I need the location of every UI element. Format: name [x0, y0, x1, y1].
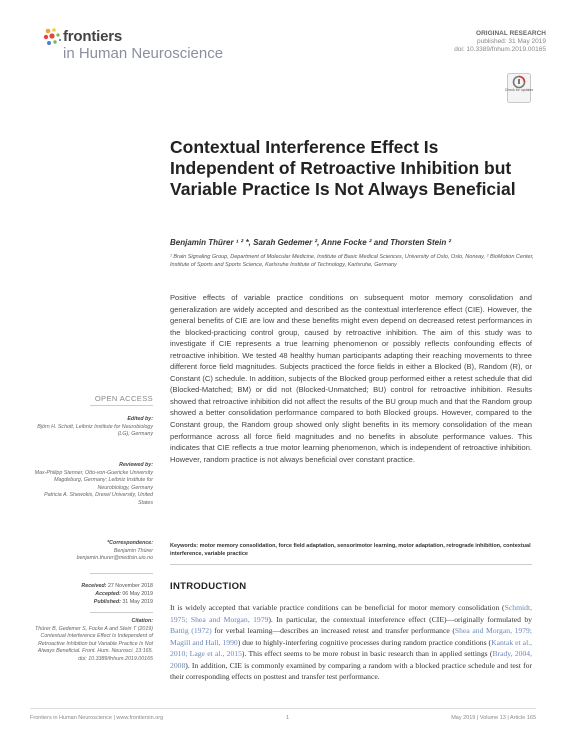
edited-by-label: Edited by: [127, 416, 153, 422]
section-heading-introduction: INTRODUCTION [170, 581, 247, 592]
body-text: ). In addition, CIE is commonly examined by comparing a random with a blocked practice schedule and test for their corresponding effects on posttest and transfer test performance. [170, 660, 532, 681]
brand-name: frontiers [63, 28, 123, 45]
correspondence-info [30, 540, 153, 563]
footer-journal[interactable]: Frontiers in Human Neuroscience | www.frontiersin.org [30, 715, 164, 721]
check-for-updates-label: Check for updates [504, 88, 534, 92]
sidebar-divider [90, 405, 153, 406]
introduction-text [170, 602, 532, 683]
published-date-sidebar: 31 May 2019 [122, 599, 153, 606]
received-date: 27 November 2018 [107, 583, 153, 589]
sidebar-divider [90, 612, 153, 613]
open-access-label: OPEN ACCESS [94, 394, 153, 403]
citation-link[interactable]: Shea and Morgan, 1979; Magill and Hall, 1990 [170, 626, 532, 647]
keywords: Keywords: motor memory consolidation, force field adaptation, sensorimotor learning, motor adaptation, retrograde inhibition, contextual interference, variable practice [170, 543, 531, 557]
editor-name: Björn H. Schott, Leibniz Institute for Neurobiology (LG), Germany [37, 423, 153, 438]
citation-link[interactable]: Schmidt, 1975; Shea and Morgan, 1979 [170, 603, 532, 624]
body-text: ). In particular, the contextual interference effect (CIE)—originally formulated by [268, 614, 532, 624]
citation-link[interactable]: Battig (1972) [170, 626, 212, 635]
correspondent-name: Benjamin Thürer [113, 547, 153, 554]
citation-link[interactable]: Brady, 2004, 2008 [170, 649, 533, 670]
correspondent-email[interactable]: benjamin.thurer@medisin.uio.no [76, 555, 153, 562]
published-label: Published: [93, 599, 121, 606]
accepted-label: Accepted: [95, 591, 121, 598]
footer-volume: May 2019 | Volume 13 | Article 165 [451, 715, 536, 721]
frontiers-logo-icon [42, 26, 64, 48]
sidebar-divider [90, 573, 153, 574]
body-text: ). This effect seems to be more robust in basic research than in applied settings ( [241, 649, 493, 658]
reviewed-by-label: Reviewed by: [119, 462, 153, 468]
article-meta [454, 30, 546, 54]
article-type: ORIGINAL RESEARCH [476, 30, 546, 37]
editor-info [30, 416, 153, 439]
reviewer-1: Max-Philipp Stenner, Otto-von-Guericke University Magdeburg, Germany; Leibniz Institute for Neurobiology, Germany [34, 469, 153, 491]
body-text: for verbal learning—describes an increased retest and transfer performance ( [211, 626, 455, 635]
published-date: published: 31 May 2019 [476, 38, 546, 45]
abstract: Positive effects of variable practice conditions on subsequent motor memory consolidation and generalization are widely accepted and described as the contextual interference effect (CIE). However, the general benefits of CIE are low and these benefits might even depend on decreased retest performances in the blocked-practicing control group, caused by retroactive inhibition. The aim of this study was to investigate if CIE represents a true learning phenomenon or possibly reflects confounding effects of retroactive inhibition. We tested 48 healthy human participants adapting their reaching movements to three different force field magnitudes. Subjects practiced the force fields in either a Blocked (B), Random (R), or Constant (C) schedule. In addition, subjects of the Blocked group performed either a retest schedule that did (Blocked-Matched; BM) or did not (Blocked-Unmatched; BU) control for retroactive inhibition. Results showed that retroactive inhibition did not affect the results of the BU group much and that the Random group showed a better consolidation performance compared to both Blocked groups. However, compared to the Constant group, the Random group showed only slight benefits in its memory consolidation of the mean performance across all force field magnitudes and no benefits in absolute performance values. This indicates that CIE reflects a true motor learning phenomenon, which is independent of retroactive inhibition. However, random practice is not always beneficial over constant practice. [170, 293, 532, 464]
body-text: ) due to highly-interfering cognitive processes during random practice conditions ( [237, 637, 492, 647]
article-dates [30, 582, 153, 607]
article-title: Contextual Interference Effect Is Independent of Retroactive Inhibition but Variable Practice Is Not Always Beneficial [170, 137, 516, 199]
reviewer-2: Patricia A. Shewokis, Drexel University, United States [44, 492, 153, 506]
author-list: Benjamin Thürer ¹ ² *, Sarah Gedemer ², Anne Focke ² and Thorsten Stein ² [170, 238, 452, 247]
citation-link[interactable]: Kantak et al., 2010; Lage et al., 2015 [170, 637, 533, 658]
divider [170, 564, 532, 565]
received-label: Received: [81, 583, 107, 589]
correspondence-label: *Correspondence: [107, 540, 153, 546]
affiliations: ¹ Brain Signaling Group, Department of Molecular Medicine, Institute of Basic Medical Sciences, University of Oslo, Oslo, Norway, ² BioMotion Center, Institute of Sports and Sports Science, Karlsruhe Institute of Technology, Karlsruhe, Germany [170, 254, 534, 268]
footer-divider [30, 708, 536, 709]
doi-link[interactable]: doi: 10.3389/fnhum.2019.00165 [454, 46, 546, 53]
journal-name: in Human Neuroscience [63, 45, 224, 62]
citation-info [30, 618, 153, 664]
reviewer-info [30, 462, 153, 508]
citation-label: Citation: [131, 618, 153, 624]
accepted-date: 06 May 2019 [122, 591, 153, 598]
citation-text: Thürer B, Gedemer S, Focke A and Stein T (2019) Contextual Interference Effect Is Independent of Retroactive Inhibition but Variable Practice Is Not Always Beneficial. Front. Hum. Neurosci. 13:165. doi: 10.3389/fnhum.2019.00165 [35, 625, 153, 662]
page-number: 1 [286, 715, 290, 721]
body-text: It is widely accepted that variable practice conditions can be beneficial for motor memory consolidation ( [170, 603, 505, 612]
